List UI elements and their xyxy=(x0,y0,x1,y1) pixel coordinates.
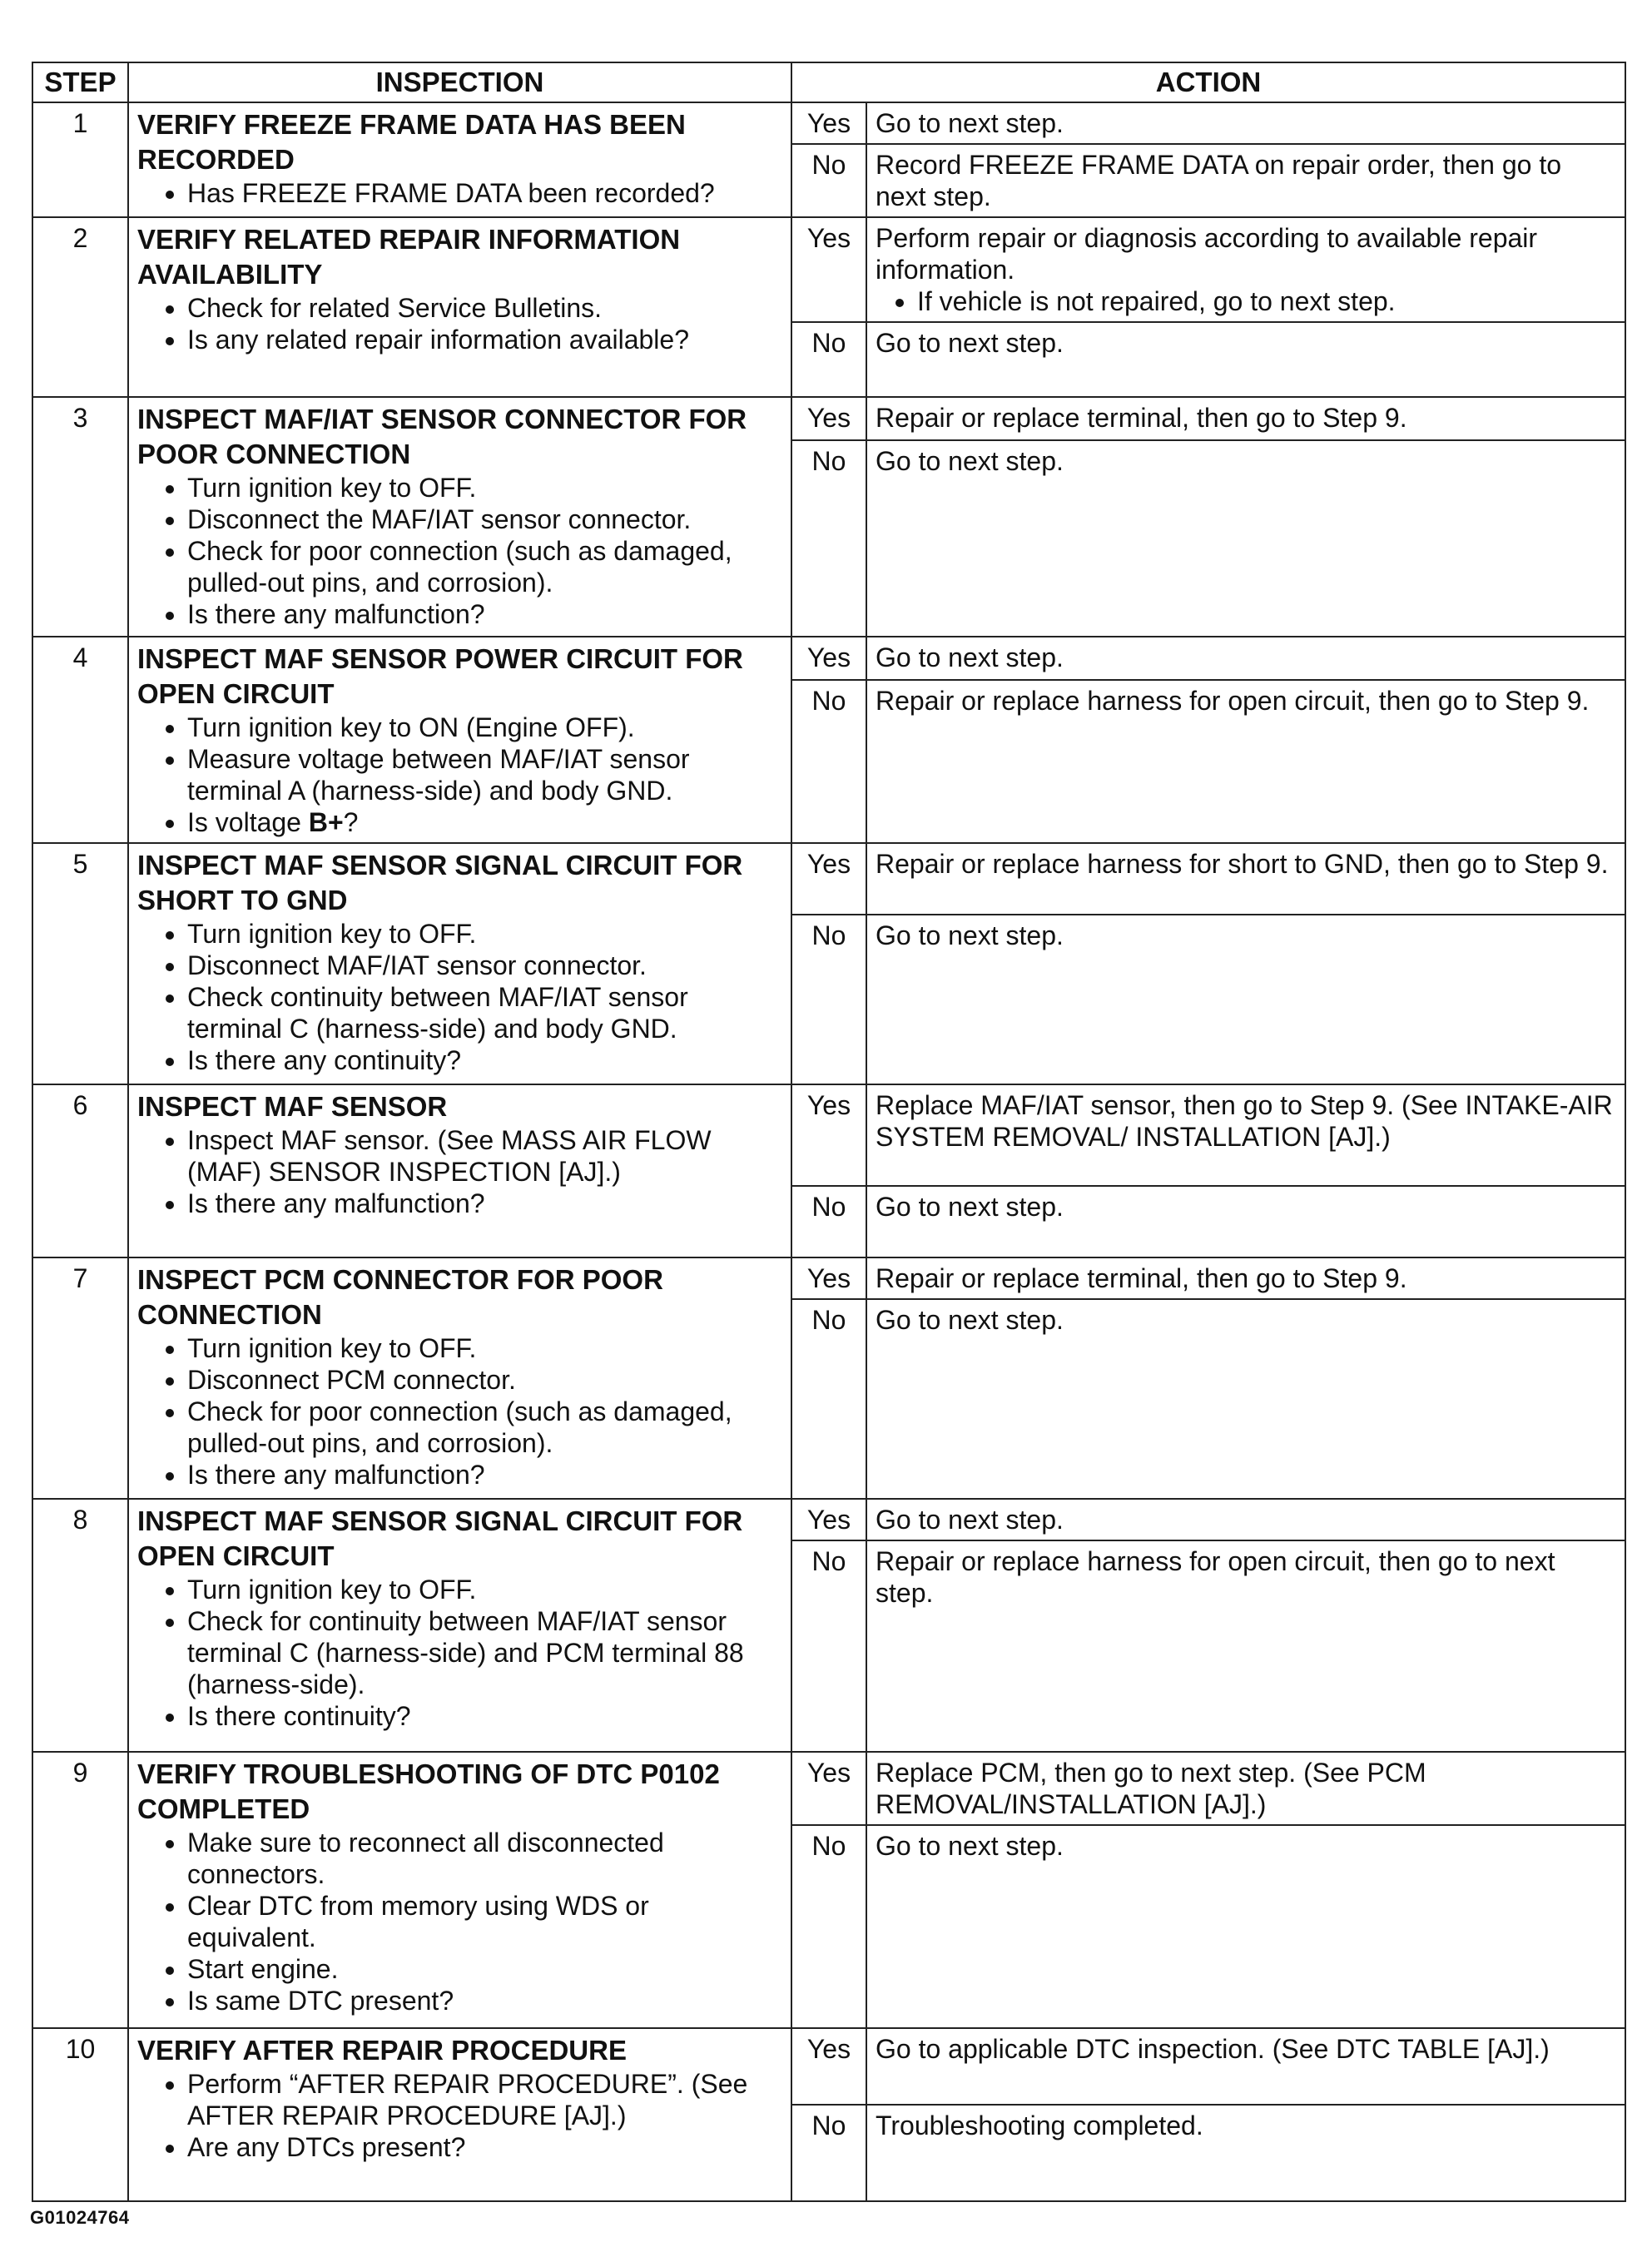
yes-action xyxy=(866,1499,1625,1540)
no-label: No xyxy=(791,144,866,217)
table-row xyxy=(32,397,1625,440)
no-action-text: Troubleshooting completed. xyxy=(876,2111,1203,2140)
inspection-item: • Start engine. xyxy=(187,1953,782,1985)
diagnostic-sheet xyxy=(32,62,1625,2202)
inspection-item: • Inspect MAF sensor. (See MASS AIR FLOW (MAF) SENSOR INSPECTION [AJ].) xyxy=(187,1124,782,1188)
yes-action-text: Repair or replace harness for short to GND, then go to Step 9. xyxy=(876,849,1609,879)
inspection-list xyxy=(137,2068,782,2163)
step-number: 8 xyxy=(32,1499,128,1752)
inspection-list xyxy=(137,1124,782,1219)
inspection-item: • Is there continuity? xyxy=(187,1700,782,1732)
inspection-item: • Are any DTCs present? xyxy=(187,2131,782,2163)
no-action-text: Go to next step. xyxy=(876,1831,1064,1861)
inspection-title: VERIFY TROUBLESHOOTING OF DTC P0102 COMPLETED xyxy=(137,1758,720,1824)
no-action xyxy=(866,322,1625,397)
step-number: 2 xyxy=(32,217,128,397)
yes-label: Yes xyxy=(791,1752,866,1825)
inspection-item: • Make sure to reconnect all disconnected connectors. xyxy=(187,1827,782,1890)
yes-action xyxy=(866,2028,1625,2105)
inspection-item: • Is same DTC present? xyxy=(187,1985,782,2016)
inspection-title: INSPECT MAF SENSOR SIGNAL CIRCUIT FOR OPEN CIRCUIT xyxy=(137,1505,743,1571)
yes-label: Yes xyxy=(791,637,866,680)
header-action: ACTION xyxy=(791,62,1625,102)
yes-action xyxy=(866,637,1625,680)
no-action-text: Repair or replace harness for open circuit, then go to next step. xyxy=(876,1546,1555,1608)
inspection-item: • Measure voltage between MAF/IAT sensor terminal A (harness-side) and body GND. xyxy=(187,743,782,806)
step-number: 10 xyxy=(32,2028,128,2201)
yes-label: Yes xyxy=(791,397,866,440)
inspection-item: • Is any related repair information available? xyxy=(187,324,782,355)
table-row xyxy=(32,1752,1625,1825)
no-label: No xyxy=(791,440,866,637)
yes-action xyxy=(866,397,1625,440)
table-row xyxy=(32,217,1625,322)
table-row xyxy=(32,843,1625,915)
inspection-cell xyxy=(128,397,791,637)
step-number: 5 xyxy=(32,843,128,1084)
inspection-list xyxy=(137,292,782,355)
troubleshooting-table xyxy=(32,62,1626,2202)
no-label: No xyxy=(791,1825,866,2028)
inspection-cell xyxy=(128,102,791,217)
inspection-title: INSPECT MAF SENSOR SIGNAL CIRCUIT FOR SHORT TO GND xyxy=(137,850,743,915)
inspection-title: VERIFY FREEZE FRAME DATA HAS BEEN RECORDED xyxy=(137,109,686,175)
no-label: No xyxy=(791,1299,866,1499)
step-number: 7 xyxy=(32,1257,128,1499)
no-action-text: Go to next step. xyxy=(876,920,1064,950)
yes-action xyxy=(866,1752,1625,1825)
step-number: 9 xyxy=(32,1752,128,2028)
inspection-item: • Turn ignition key to ON (Engine OFF). xyxy=(187,712,782,743)
inspection-list xyxy=(137,1827,782,2016)
inspection-title: INSPECT PCM CONNECTOR FOR POOR CONNECTION xyxy=(137,1264,663,1330)
inspection-cell xyxy=(128,637,791,843)
inspection-cell xyxy=(128,2028,791,2201)
inspection-item: • Turn ignition key to OFF. xyxy=(187,918,782,950)
inspection-item: • Is there any malfunction? xyxy=(187,1188,782,1219)
yes-label: Yes xyxy=(791,843,866,915)
inspection-cell xyxy=(128,843,791,1084)
no-action xyxy=(866,1540,1625,1752)
table-row xyxy=(32,1084,1625,1186)
yes-action xyxy=(866,843,1625,915)
yes-action-item: • If vehicle is not repaired, go to next step. xyxy=(917,285,1616,317)
yes-action-text: Go to next step. xyxy=(876,642,1064,672)
inspection-list xyxy=(137,177,782,209)
step-number: 4 xyxy=(32,637,128,843)
no-action xyxy=(866,1186,1625,1257)
inspection-item: • Check for continuity between MAF/IAT sensor terminal C (harness-side) and PCM terminal 88 (harness-side). xyxy=(187,1605,782,1700)
no-label: No xyxy=(791,915,866,1084)
yes-label: Yes xyxy=(791,1257,866,1299)
yes-action xyxy=(866,1257,1625,1299)
no-action-text: Repair or replace harness for open circuit, then go to Step 9. xyxy=(876,686,1590,716)
table-row xyxy=(32,637,1625,680)
yes-label: Yes xyxy=(791,102,866,144)
yes-action-text: Go to next step. xyxy=(876,1505,1064,1535)
yes-action xyxy=(866,102,1625,144)
inspection-item: • Check for related Service Bulletins. xyxy=(187,292,782,324)
inspection-title: INSPECT MAF SENSOR xyxy=(137,1091,448,1122)
inspection-cell xyxy=(128,1084,791,1257)
inspection-item: • Clear DTC from memory using WDS or equivalent. xyxy=(187,1890,782,1953)
no-label: No xyxy=(791,1186,866,1257)
no-label: No xyxy=(791,2105,866,2201)
inspection-cell xyxy=(128,217,791,397)
inspection-item: • Check for poor connection (such as damaged, pulled-out pins, and corrosion). xyxy=(187,535,782,598)
table-row xyxy=(32,102,1625,144)
no-label: No xyxy=(791,322,866,397)
no-label: No xyxy=(791,1540,866,1752)
no-label: No xyxy=(791,680,866,843)
step-number: 3 xyxy=(32,397,128,637)
inspection-list xyxy=(137,918,782,1076)
inspection-title: INSPECT MAF/IAT SENSOR CONNECTOR FOR POOR CONNECTION xyxy=(137,404,747,469)
inspection-item: • Turn ignition key to OFF. xyxy=(187,1332,782,1364)
no-action-text: Go to next step. xyxy=(876,446,1064,476)
table-row xyxy=(32,2028,1625,2105)
inspection-item: • Is voltage B+? xyxy=(187,806,782,838)
no-action-text: Go to next step. xyxy=(876,1192,1064,1222)
yes-action-text: Replace MAF/IAT sensor, then go to Step 9. (See INTAKE-AIR SYSTEM REMOVAL/ INSTALLATION [AJ].) xyxy=(876,1090,1613,1152)
no-action-text: Go to next step. xyxy=(876,1305,1064,1335)
inspection-cell xyxy=(128,1752,791,2028)
figure-code: G01024764 xyxy=(30,2207,130,2228)
step-number: 1 xyxy=(32,102,128,217)
yes-action-list xyxy=(876,285,1616,317)
yes-action xyxy=(866,217,1625,322)
inspection-item: • Perform “AFTER REPAIR PROCEDURE”. (See AFTER REPAIR PROCEDURE [AJ].) xyxy=(187,2068,782,2131)
no-action xyxy=(866,440,1625,637)
yes-label: Yes xyxy=(791,2028,866,2105)
yes-action-text: Repair or replace terminal, then go to Step 9. xyxy=(876,1263,1407,1293)
yes-action-text: Perform repair or diagnosis according to available repair information. xyxy=(876,223,1538,285)
inspection-item: • Is there any malfunction? xyxy=(187,1459,782,1491)
header-inspection: INSPECTION xyxy=(128,62,791,102)
no-action xyxy=(866,915,1625,1084)
inspection-item: • Turn ignition key to OFF. xyxy=(187,1574,782,1605)
inspection-list xyxy=(137,1574,782,1732)
inspection-item: • Check for poor connection (such as damaged, pulled-out pins, and corrosion). xyxy=(187,1396,782,1459)
no-action-text: Record FREEZE FRAME DATA on repair order, then go to next step. xyxy=(876,150,1562,211)
inspection-title: VERIFY RELATED REPAIR INFORMATION AVAILABILITY xyxy=(137,224,681,290)
no-action xyxy=(866,144,1625,217)
yes-action-text: Go to next step. xyxy=(876,108,1064,138)
inspection-item: • Is there any continuity? xyxy=(187,1044,782,1076)
no-action xyxy=(866,1299,1625,1499)
inspection-title: VERIFY AFTER REPAIR PROCEDURE xyxy=(137,2035,627,2066)
no-action xyxy=(866,1825,1625,2028)
yes-action xyxy=(866,1084,1625,1186)
inspection-item: • Disconnect the MAF/IAT sensor connector. xyxy=(187,503,782,535)
yes-label: Yes xyxy=(791,1084,866,1186)
inspection-item: • Disconnect PCM connector. xyxy=(187,1364,782,1396)
inspection-item: • Disconnect MAF/IAT sensor connector. xyxy=(187,950,782,981)
inspection-item: • Check continuity between MAF/IAT sensor terminal C (harness-side) and body GND. xyxy=(187,981,782,1044)
header-step: STEP xyxy=(32,62,128,102)
step-number: 6 xyxy=(32,1084,128,1257)
header-row xyxy=(32,62,1625,102)
yes-label: Yes xyxy=(791,217,866,322)
inspection-cell xyxy=(128,1257,791,1499)
inspection-cell xyxy=(128,1499,791,1752)
no-action-text: Go to next step. xyxy=(876,328,1064,358)
table-body xyxy=(32,102,1625,2201)
table-row xyxy=(32,1499,1625,1540)
inspection-list xyxy=(137,1332,782,1491)
inspection-list xyxy=(137,472,782,630)
yes-action-text: Replace PCM, then go to next step. (See PCM REMOVAL/INSTALLATION [AJ].) xyxy=(876,1758,1426,1819)
yes-action-text: Repair or replace terminal, then go to Step 9. xyxy=(876,403,1407,433)
table-row xyxy=(32,1257,1625,1299)
yes-label: Yes xyxy=(791,1499,866,1540)
inspection-item: • Is there any malfunction? xyxy=(187,598,782,630)
yes-action-text: Go to applicable DTC inspection. (See DTC TABLE [AJ].) xyxy=(876,2034,1550,2064)
no-action xyxy=(866,2105,1625,2201)
inspection-item: • Has FREEZE FRAME DATA been recorded? xyxy=(187,177,782,209)
inspection-title: INSPECT MAF SENSOR POWER CIRCUIT FOR OPEN CIRCUIT xyxy=(137,643,743,709)
inspection-list xyxy=(137,712,782,838)
no-action xyxy=(866,680,1625,843)
inspection-item: • Turn ignition key to OFF. xyxy=(187,472,782,503)
